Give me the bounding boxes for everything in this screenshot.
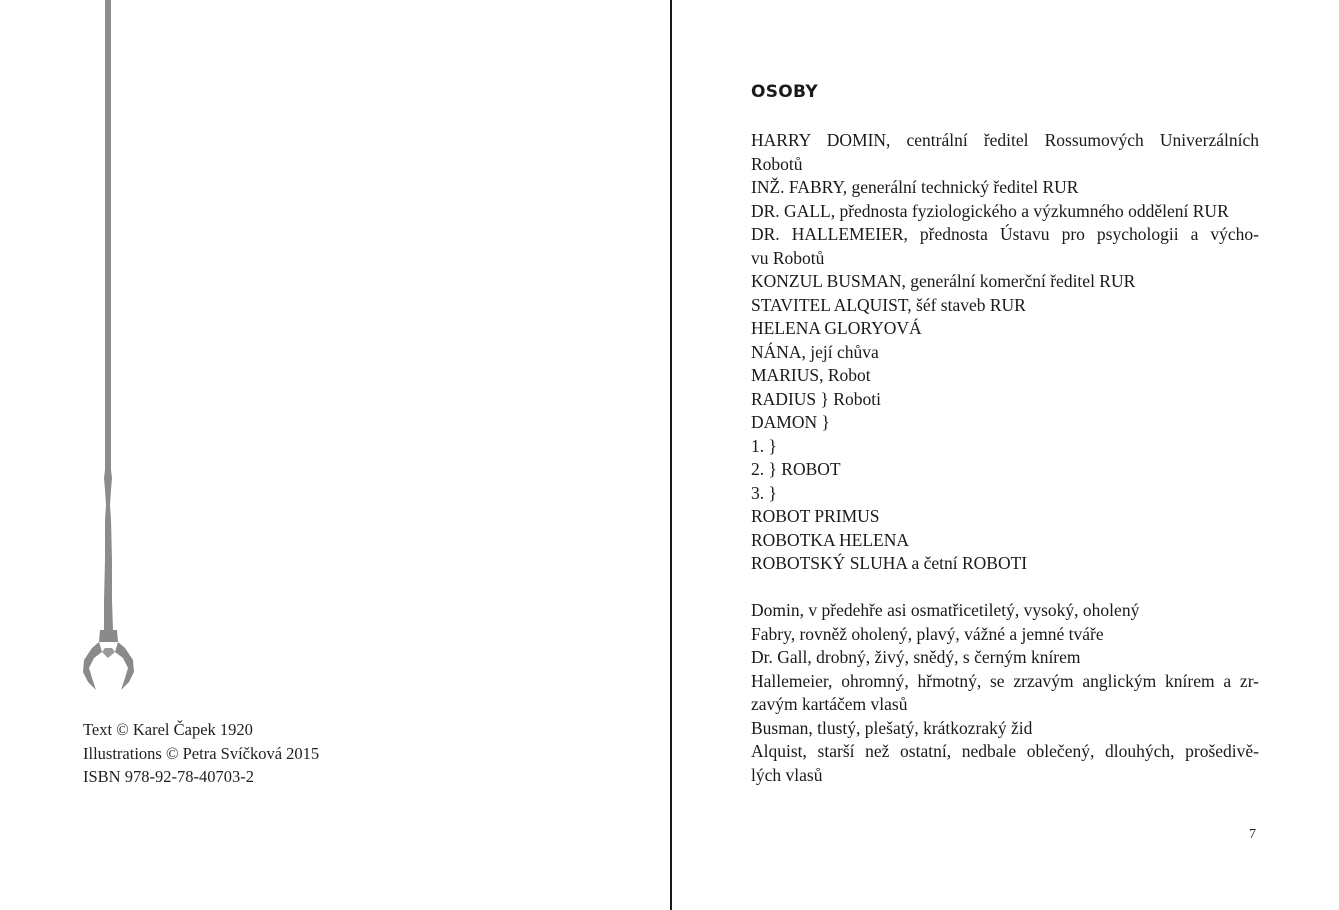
description-line: Domin, v předehře asi osmatřicetiletý, vysoký, oholený bbox=[751, 600, 1140, 620]
character-descriptions bbox=[751, 599, 1259, 787]
right-page bbox=[751, 80, 1259, 787]
robot-claw-illustration bbox=[78, 0, 138, 700]
character-line: INŽ. FABRY, generální technický ředitel RUR bbox=[751, 177, 1079, 197]
character-list bbox=[751, 129, 1259, 576]
page-title: OSOBY bbox=[751, 82, 818, 102]
paragraph-gap bbox=[751, 576, 1259, 600]
page-gutter-line bbox=[670, 0, 672, 910]
character-line: ROBOTSKÝ SLUHA a četní ROBOTI bbox=[751, 553, 1028, 573]
character-line: 1. } bbox=[751, 435, 777, 456]
character-line: KONZUL BUSMAN, generální komerční ředitel RUR bbox=[751, 271, 1136, 291]
copyright-text-line: Text © Karel Čapek 1920 bbox=[83, 720, 253, 739]
character-line: vu Robotů bbox=[751, 247, 825, 268]
description-line: zavým kartáčem vlasů bbox=[751, 694, 908, 714]
character-line: RADIUS } Roboti bbox=[751, 388, 881, 409]
character-line: Robotů bbox=[751, 153, 803, 174]
description-line: Hallemeier, ohromný, hřmotný, se zrzavým anglickým knírem a zr- bbox=[751, 670, 1259, 691]
copyright-illustrations-line: Illustrations © Petra Svíčková 2015 bbox=[83, 743, 320, 763]
description-line: Alquist, starší než ostatní, nedbale oblečený, dlouhých, prošedivě- bbox=[751, 741, 1259, 761]
character-line: HARRY DOMIN, centrální ředitel Rossumových Univerzálních bbox=[751, 130, 1259, 150]
character-line: STAVITEL ALQUIST, šéf staveb RUR bbox=[751, 294, 1026, 315]
page-number: 7 bbox=[1249, 827, 1256, 842]
character-line: MARIUS, Robot bbox=[751, 365, 871, 385]
description-line: Fabry, rovněž oholený, plavý, vážné a jemné tváře bbox=[751, 623, 1104, 644]
character-line: HELENA GLORYOVÁ bbox=[751, 318, 922, 338]
description-line: Dr. Gall, drobný, živý, snědý, s černým knírem bbox=[751, 647, 1081, 667]
character-line: ROBOTKA HELENA bbox=[751, 529, 909, 550]
character-line: ROBOT PRIMUS bbox=[751, 506, 880, 526]
description-line: Busman, tlustý, plešatý, krátkozraký žid bbox=[751, 717, 1033, 738]
character-line: DAMON } bbox=[751, 412, 830, 432]
isbn-line: ISBN 978-92-78-40703-2 bbox=[83, 767, 254, 786]
character-line: DR. GALL, přednosta fyziologického a výzkumného oddělení RUR bbox=[751, 200, 1229, 221]
character-line: 3. } bbox=[751, 482, 777, 503]
character-line: DR. HALLEMEIER, přednosta Ústavu pro psychologii a výcho- bbox=[751, 224, 1259, 244]
copyright-block bbox=[83, 718, 319, 789]
description-line: lých vlasů bbox=[751, 764, 823, 785]
character-line: 2. } ROBOT bbox=[751, 459, 841, 479]
character-line: NÁNA, její chůva bbox=[751, 341, 879, 362]
